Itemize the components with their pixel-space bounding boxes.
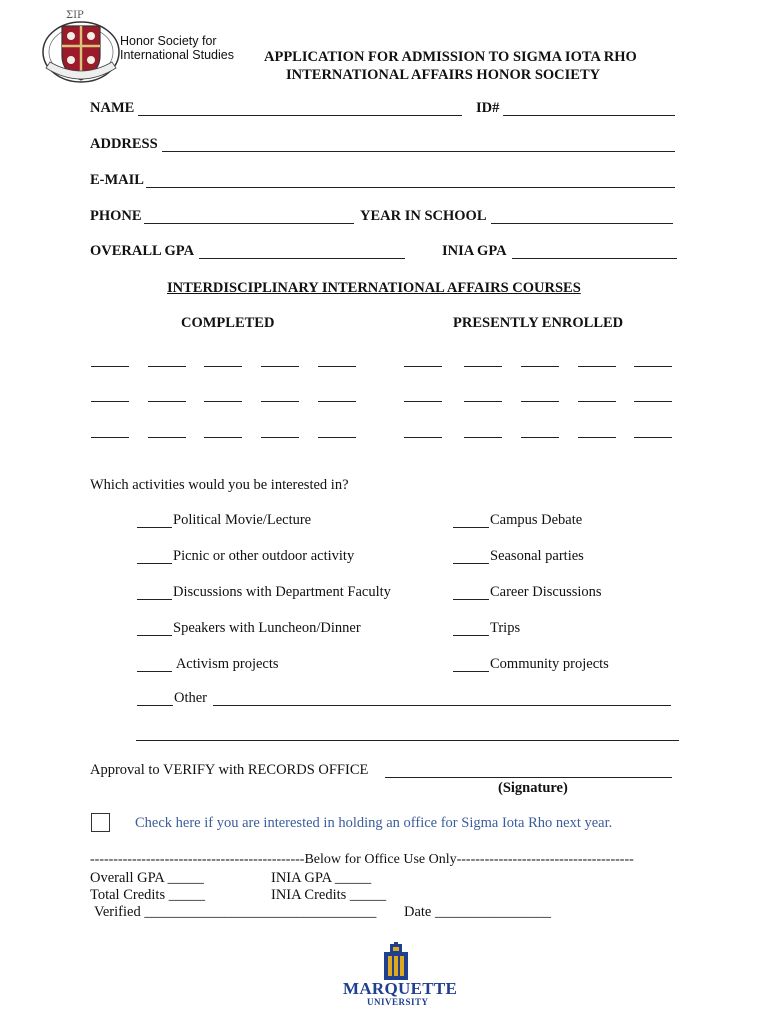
course-blank[interactable]	[204, 401, 242, 402]
activity-label-left: Discussions with Department Faculty	[173, 584, 391, 600]
address-field[interactable]	[162, 151, 675, 152]
activity-label-left: Speakers with Luncheon/Dinner	[173, 620, 361, 636]
marquette-logo	[340, 942, 458, 1012]
id-field[interactable]	[503, 115, 675, 116]
course-blank[interactable]	[204, 437, 242, 438]
course-blank[interactable]	[318, 366, 356, 367]
course-blank[interactable]	[404, 437, 442, 438]
overall-gpa-field[interactable]	[199, 258, 405, 259]
course-blank[interactable]	[261, 437, 299, 438]
title-line-1: APPLICATION FOR ADMISSION TO SIGMA IOTA RHO	[264, 49, 637, 65]
activity-blank-left[interactable]	[137, 527, 172, 528]
office-verified: Verified ________________________________	[94, 904, 377, 920]
activity-blank-right[interactable]	[453, 635, 489, 636]
course-blank[interactable]	[318, 401, 356, 402]
office-inia-credits: INIA Credits _____	[271, 887, 387, 903]
phone-label: PHONE	[90, 208, 142, 224]
course-blank[interactable]	[261, 366, 299, 367]
other-blank[interactable]	[137, 705, 173, 706]
office-date: Date ________________	[404, 904, 551, 920]
marquette-tower-icon	[381, 942, 411, 980]
enrolled-heading: PRESENTLY ENROLLED	[453, 315, 624, 331]
course-blank[interactable]	[464, 366, 502, 367]
course-blank[interactable]	[578, 401, 616, 402]
name-field[interactable]	[138, 115, 462, 116]
logo-line-2: International Studies	[120, 48, 234, 62]
course-blank[interactable]	[634, 437, 672, 438]
page-title	[264, 48, 637, 84]
activity-blank-left[interactable]	[137, 563, 172, 564]
course-blank[interactable]	[318, 437, 356, 438]
signature-field[interactable]	[385, 777, 672, 778]
courses-heading: INTERDISCIPLINARY INTERNATIONAL AFFAIRS COURSES	[167, 280, 581, 296]
office-inia-gpa: INIA GPA _____	[271, 870, 372, 886]
crest-letters: ΣΙΡ	[66, 10, 84, 21]
logo-line-1: Honor Society for	[120, 34, 217, 48]
activity-blank-left[interactable]	[137, 599, 172, 600]
office-check-label: Check here if you are interested in holding an office for Sigma Iota Rho next year.	[135, 815, 613, 831]
inia-gpa-label: INIA GPA	[442, 243, 507, 259]
activity-label-right: Career Discussions	[490, 584, 602, 600]
activity-blank-left[interactable]	[137, 635, 172, 636]
activity-label-left: Picnic or other outdoor activity	[173, 548, 355, 564]
title-line-2: INTERNATIONAL AFFAIRS HONOR SOCIETY	[286, 67, 601, 83]
phone-field[interactable]	[144, 223, 354, 224]
activity-blank-left[interactable]	[137, 671, 172, 672]
office-use-divider: ----------------------------------------------Below for Office Use Only--------------------------------------	[90, 852, 634, 867]
activities-question: Which activities would you be interested in?	[90, 477, 349, 493]
inia-gpa-field[interactable]	[512, 258, 677, 259]
course-blank[interactable]	[148, 401, 186, 402]
logo-text	[120, 34, 234, 62]
course-blank[interactable]	[404, 401, 442, 402]
signature-caption: (Signature)	[498, 780, 568, 796]
course-blank[interactable]	[91, 437, 129, 438]
course-blank[interactable]	[464, 401, 502, 402]
email-label: E-MAIL	[90, 172, 144, 188]
other-label: Other	[174, 690, 208, 706]
id-label: ID#	[476, 100, 500, 116]
activity-label-left: Activism projects	[173, 656, 279, 672]
activity-blank-right[interactable]	[453, 599, 489, 600]
office-checkbox[interactable]	[91, 813, 110, 832]
course-blank[interactable]	[521, 437, 559, 438]
completed-heading: COMPLETED	[181, 315, 275, 331]
course-blank[interactable]	[464, 437, 502, 438]
office-total-credits: Total Credits _____	[90, 887, 205, 903]
activity-label-right: Seasonal parties	[490, 548, 584, 564]
honor-society-logo	[40, 10, 234, 86]
other-field-line-2[interactable]	[136, 740, 679, 741]
activity-blank-right[interactable]	[453, 527, 489, 528]
address-label: ADDRESS	[90, 136, 158, 152]
email-field[interactable]	[146, 187, 675, 188]
course-blank[interactable]	[634, 401, 672, 402]
name-label: NAME	[90, 100, 135, 116]
activity-label-right: Trips	[490, 620, 521, 636]
course-blank[interactable]	[91, 401, 129, 402]
activity-blank-right[interactable]	[453, 563, 489, 564]
approval-label: Approval to VERIFY with RECORDS OFFICE	[90, 762, 369, 778]
activity-blank-right[interactable]	[453, 671, 489, 672]
course-blank[interactable]	[148, 437, 186, 438]
activity-label-right: Community projects	[490, 656, 609, 672]
office-overall-gpa: Overall GPA _____	[90, 870, 204, 886]
activity-label-left: Political Movie/Lecture	[173, 512, 312, 528]
course-blank[interactable]	[404, 366, 442, 367]
crest-icon	[40, 10, 122, 86]
course-blank[interactable]	[204, 366, 242, 367]
marquette-sub: UNIVERSITY	[367, 997, 429, 1007]
other-field[interactable]	[213, 705, 671, 706]
course-blank[interactable]	[521, 401, 559, 402]
course-blank[interactable]	[578, 437, 616, 438]
course-blank[interactable]	[91, 366, 129, 367]
course-blank[interactable]	[148, 366, 186, 367]
course-blank[interactable]	[578, 366, 616, 367]
year-field[interactable]	[491, 223, 673, 224]
marquette-name: MARQUETTE	[343, 979, 458, 998]
course-blank[interactable]	[261, 401, 299, 402]
year-label: YEAR IN SCHOOL	[360, 208, 487, 224]
overall-gpa-label: OVERALL GPA	[90, 243, 195, 259]
activity-label-right: Campus Debate	[490, 512, 583, 528]
course-blank[interactable]	[634, 366, 672, 367]
course-blank[interactable]	[521, 366, 559, 367]
